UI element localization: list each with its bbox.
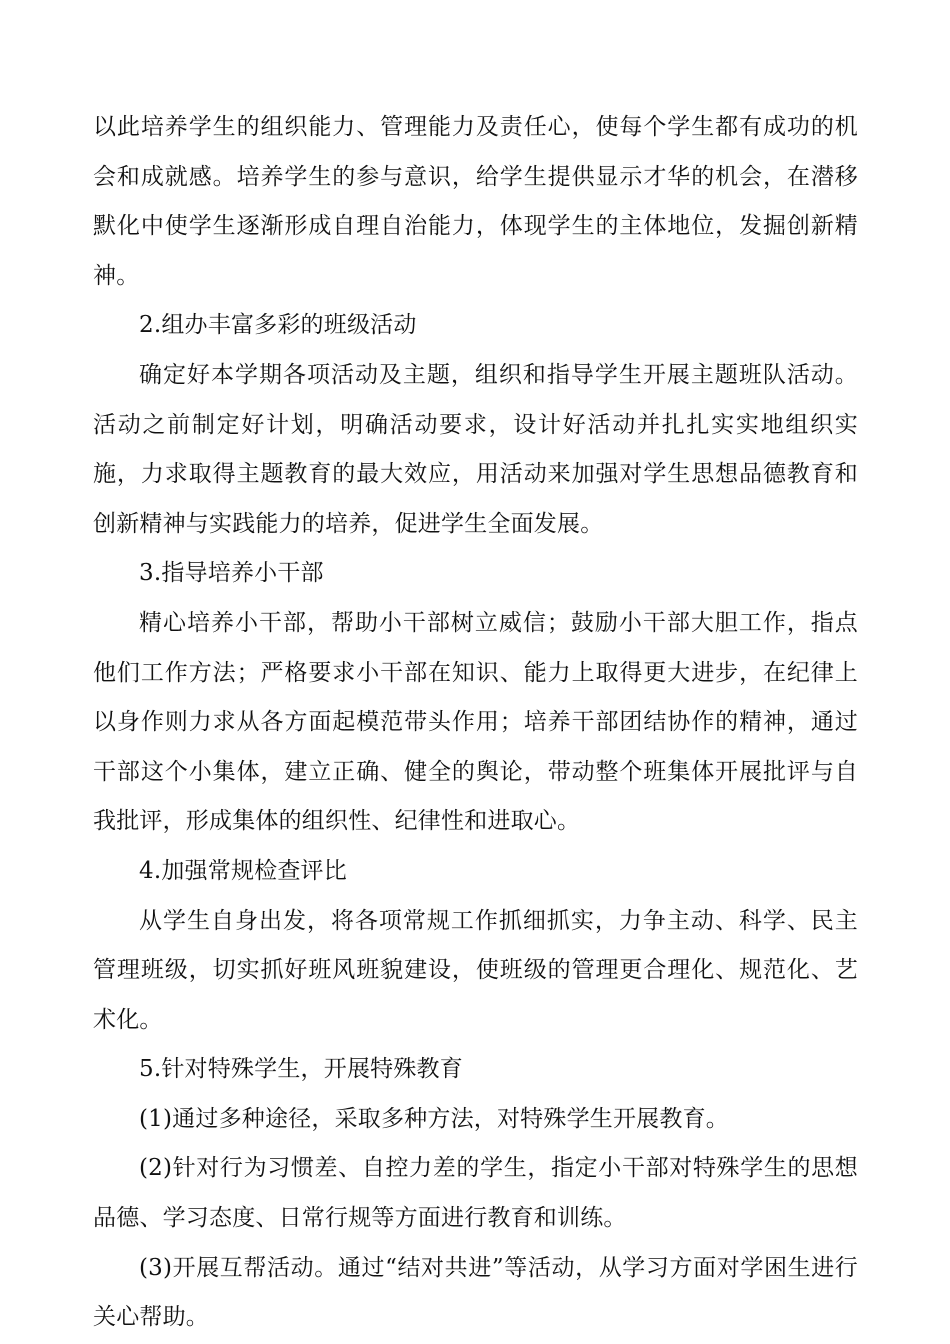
list-item-special-education-2: (2)针对行为习惯差、自控力差的学生，指定小干部对特殊学生的思想品德、学习态度、日常行规等方面进行教育和训练。: [93, 1155, 858, 1232]
document-page: [93, 103, 858, 1343]
paragraph-class-activities: 确定好本学期各项活动及主题，组织和指导学生开展主题班队活动。活动之前制定好计划，明确活动要求，设计好活动并扎扎实实地组织实施，力求取得主题教育的最大效应，用活动来加强对学生思想品德教育和创新精神与实践能力的培养，促进学生全面发展。: [93, 361, 858, 537]
section-heading-special-education: 5.针对特殊学生，开展特殊教育: [139, 1056, 463, 1083]
section-heading-routine-inspection: 4.加强常规检查评比: [139, 857, 347, 884]
paragraph-student-cadres: 精心培养小干部，帮助小干部树立威信；鼓励小干部大胆工作，指点他们工作方法；严格要求小干部在知识、能力上取得更大进步，在纪律上以身作则力求从各方面起模范带头作用；培养干部团结协作的精神，通过干部这个小集体，建立正确、健全的舆论，带动整个班集体开展批评与自我批评，形成集体的组织性、纪律性和进取心。: [93, 609, 858, 835]
list-item-special-education-1: (1)通过多种途径，采取多种方法，对特殊学生开展教育。: [139, 1105, 729, 1132]
section-heading-class-activities: 2.组办丰富多彩的班级活动: [139, 312, 417, 339]
list-item-special-education-3: (3)开展互帮活动。通过“结对共进”等活动，从学习方面对学困生进行关心帮助。: [93, 1254, 858, 1331]
section-heading-student-cadres: 3.指导培养小干部: [139, 560, 324, 587]
paragraph-continuation: 以此培养学生的组织能力、管理能力及责任心，使每个学生都有成功的机会和成就感。培养学生的参与意识，给学生提供显示才华的机会，在潜移默化中使学生逐渐形成自理自治能力，体现学生的主体地位，发掘创新精神。: [93, 114, 858, 289]
paragraph-routine-inspection: 从学生自身出发，将各项常规工作抓细抓实，力争主动、科学、民主管理班级，切实抓好班风班貌建设，使班级的管理更合理化、规范化、艺术化。: [93, 907, 858, 1033]
